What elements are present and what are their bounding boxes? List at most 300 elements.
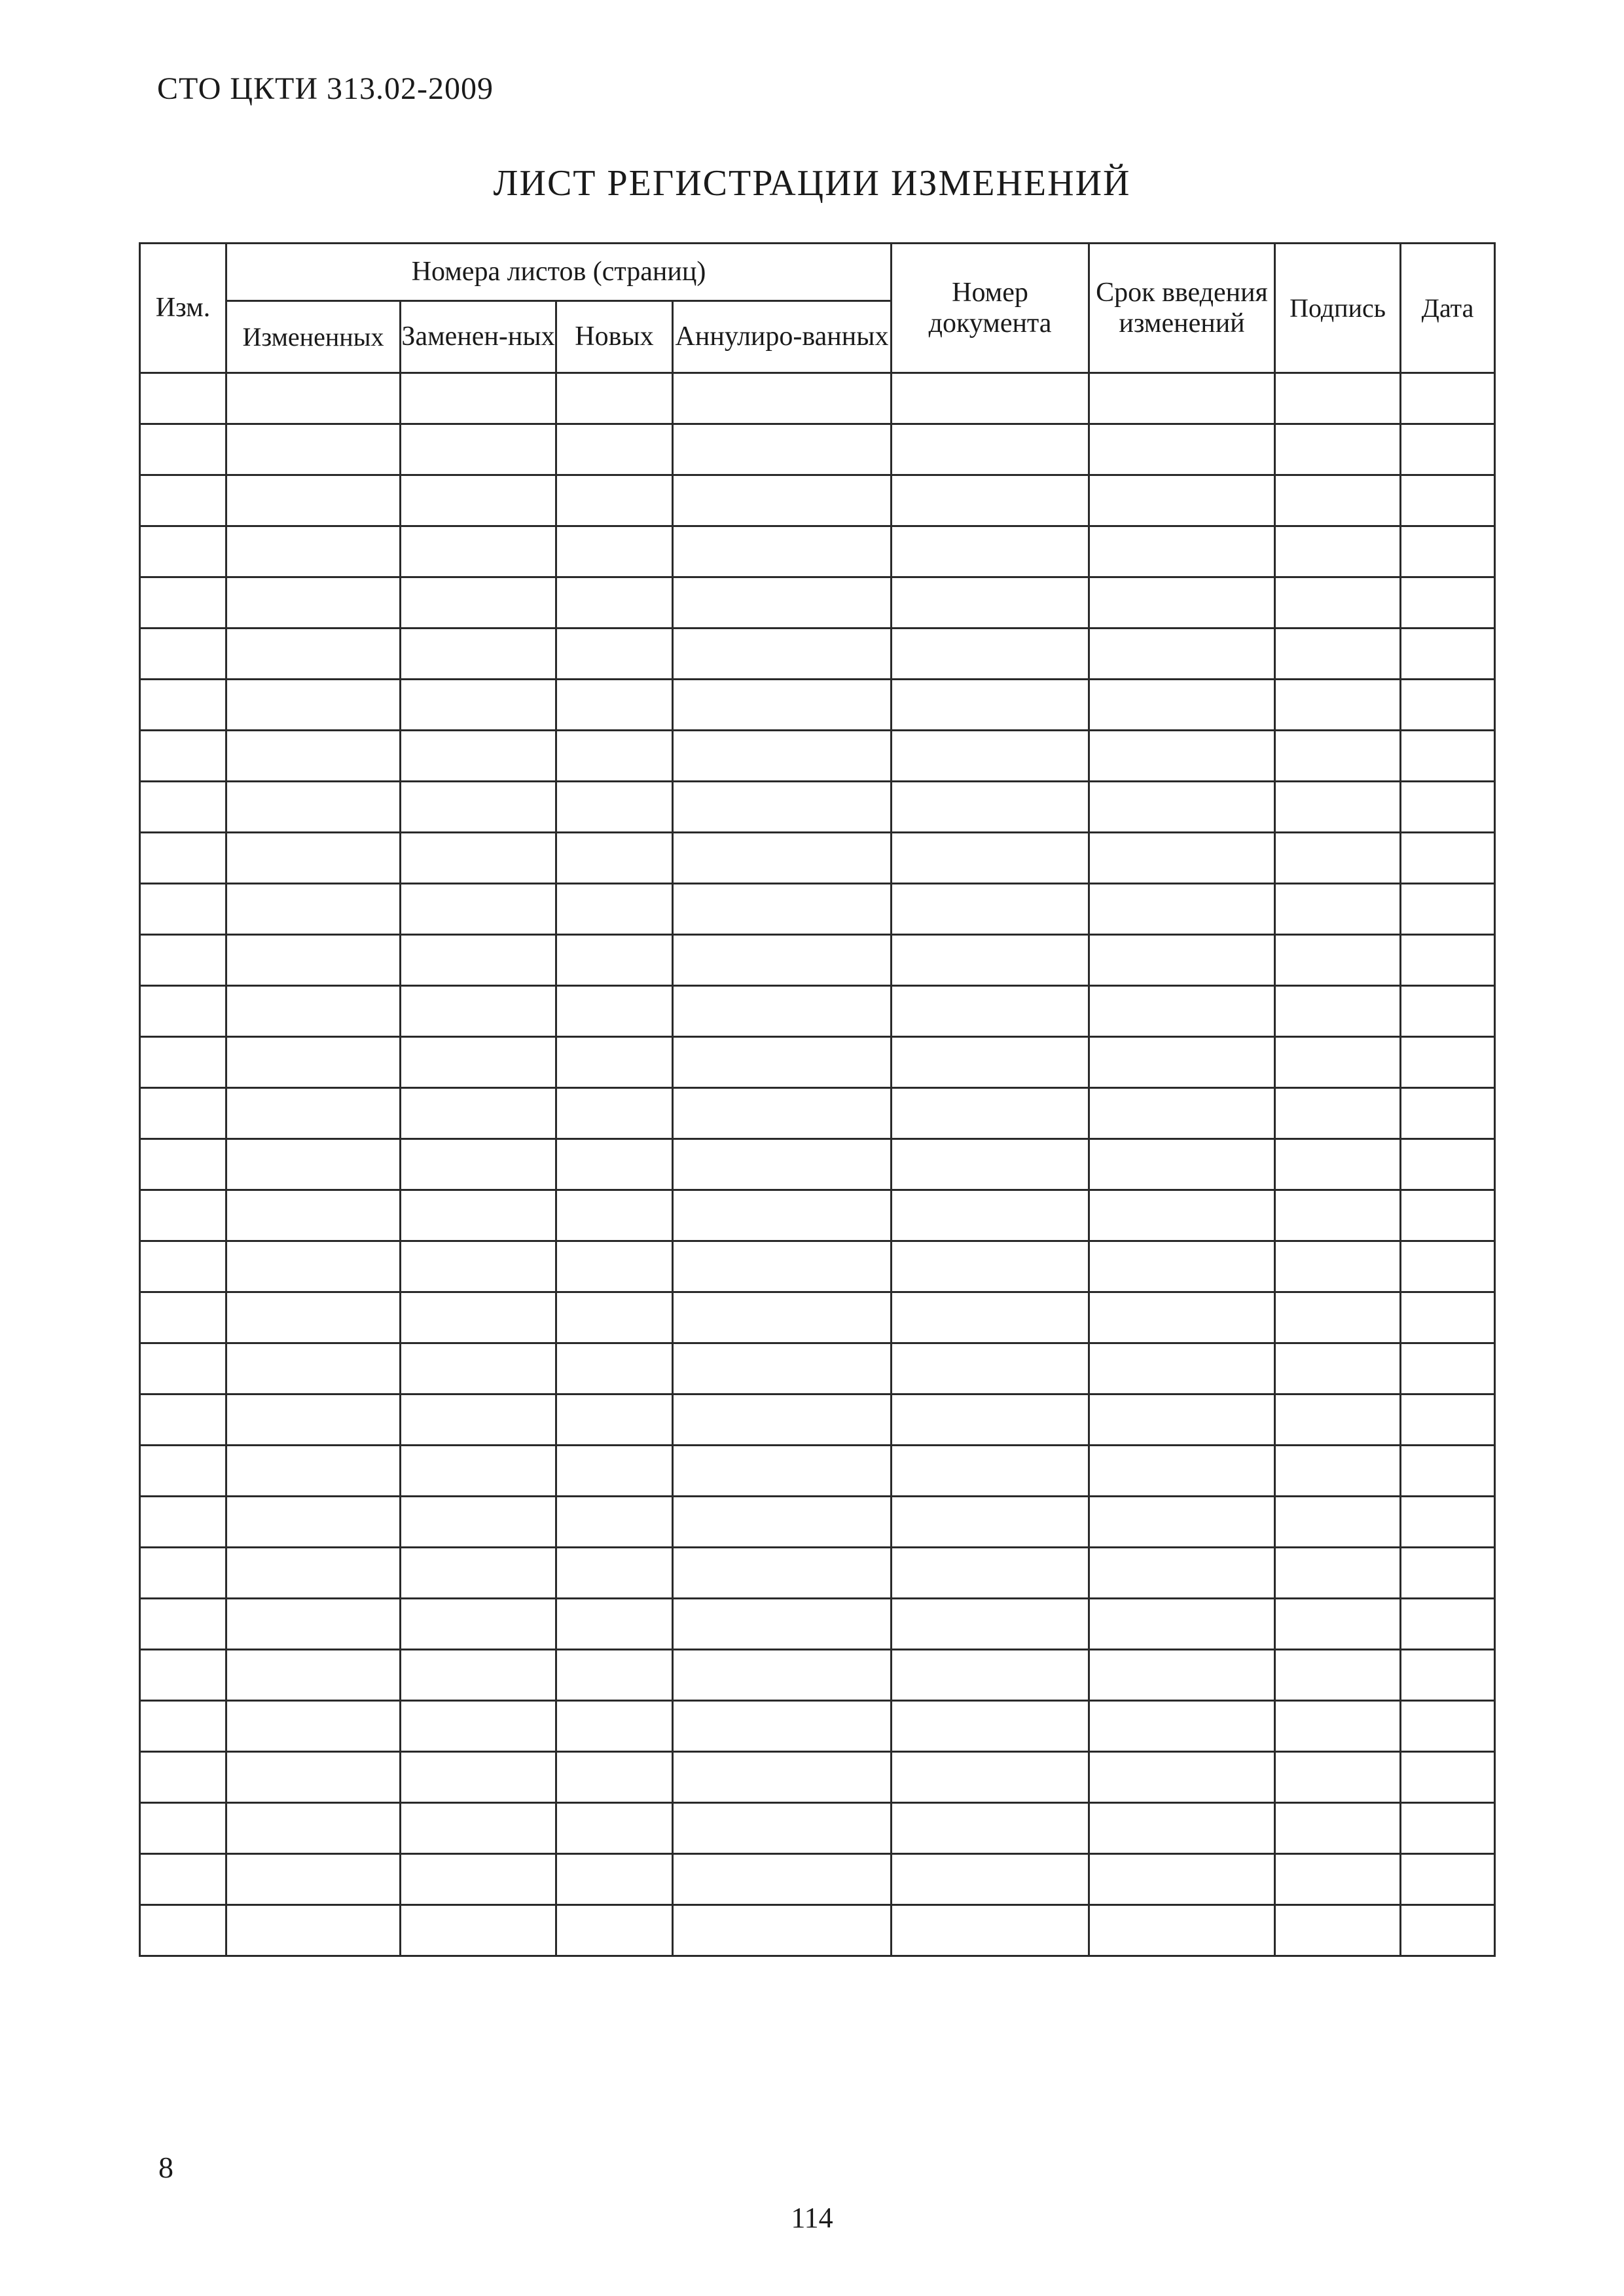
table-row	[140, 1088, 1495, 1139]
cell-doc-number	[892, 1394, 1089, 1446]
cell-signature	[1275, 833, 1401, 884]
cell-changed	[226, 935, 401, 986]
cell-date	[1401, 1190, 1495, 1241]
cell-change	[140, 833, 226, 884]
header-changed-sheets: Измененных	[226, 301, 401, 373]
table-row	[140, 1394, 1495, 1446]
cell-doc-number	[892, 731, 1089, 782]
cell-change	[140, 577, 226, 629]
cell-annulled	[673, 1905, 892, 1956]
cell-annulled	[673, 1854, 892, 1905]
cell-changed	[226, 1599, 401, 1650]
cell-date	[1401, 1548, 1495, 1599]
cell-date	[1401, 373, 1495, 424]
cell-deadline	[1089, 1599, 1275, 1650]
cell-signature	[1275, 475, 1401, 526]
cell-annulled	[673, 1599, 892, 1650]
cell-changed	[226, 1292, 401, 1343]
cell-change	[140, 1497, 226, 1548]
cell-replaced	[401, 1497, 556, 1548]
table-row	[140, 1139, 1495, 1190]
table-row	[140, 884, 1495, 935]
cell-annulled	[673, 1701, 892, 1752]
cell-signature	[1275, 373, 1401, 424]
cell-doc-number	[892, 833, 1089, 884]
header-change-number: Изм.	[140, 244, 226, 373]
cell-doc-number	[892, 1752, 1089, 1803]
cell-new	[556, 1343, 673, 1394]
page-title: ЛИСТ РЕГИСТРАЦИИ ИЗМЕНЕНИЙ	[493, 163, 1131, 204]
cell-doc-number	[892, 577, 1089, 629]
cell-annulled	[673, 1241, 892, 1292]
cell-replaced	[401, 1343, 556, 1394]
cell-deadline	[1089, 1548, 1275, 1599]
cell-doc-number	[892, 1292, 1089, 1343]
cell-replaced	[401, 526, 556, 577]
cell-deadline	[1089, 1394, 1275, 1446]
cell-doc-number	[892, 1037, 1089, 1088]
cell-replaced	[401, 935, 556, 986]
cell-date	[1401, 629, 1495, 680]
cell-doc-number	[892, 1599, 1089, 1650]
cell-changed	[226, 629, 401, 680]
table-row	[140, 731, 1495, 782]
cell-signature	[1275, 1599, 1401, 1650]
cell-doc-number	[892, 782, 1089, 833]
table-row	[140, 1343, 1495, 1394]
cell-date	[1401, 1854, 1495, 1905]
table-row	[140, 986, 1495, 1037]
cell-doc-number	[892, 1803, 1089, 1854]
cell-signature	[1275, 1905, 1401, 1956]
cell-changed	[226, 1037, 401, 1088]
cell-annulled	[673, 1650, 892, 1701]
cell-doc-number	[892, 475, 1089, 526]
cell-new	[556, 1599, 673, 1650]
cell-replaced	[401, 1241, 556, 1292]
cell-new	[556, 1139, 673, 1190]
cell-change	[140, 1241, 226, 1292]
cell-doc-number	[892, 884, 1089, 935]
cell-replaced	[401, 1854, 556, 1905]
table-row	[140, 1292, 1495, 1343]
cell-replaced	[401, 1803, 556, 1854]
cell-change	[140, 1752, 226, 1803]
cell-date	[1401, 526, 1495, 577]
cell-signature	[1275, 1548, 1401, 1599]
cell-change	[140, 1292, 226, 1343]
cell-replaced	[401, 1190, 556, 1241]
cell-change	[140, 731, 226, 782]
cell-new	[556, 1905, 673, 1956]
cell-date	[1401, 833, 1495, 884]
cell-deadline	[1089, 475, 1275, 526]
cell-deadline	[1089, 577, 1275, 629]
cell-deadline	[1089, 1088, 1275, 1139]
cell-changed	[226, 1752, 401, 1803]
cell-doc-number	[892, 373, 1089, 424]
cell-changed	[226, 1343, 401, 1394]
cell-date	[1401, 1292, 1495, 1343]
cell-change	[140, 884, 226, 935]
cell-replaced	[401, 629, 556, 680]
cell-annulled	[673, 1394, 892, 1446]
cell-new	[556, 373, 673, 424]
header-deadline: Срок введения изменений	[1089, 244, 1275, 373]
cell-doc-number	[892, 935, 1089, 986]
table-row	[140, 1446, 1495, 1497]
cell-signature	[1275, 424, 1401, 475]
cell-doc-number	[892, 1446, 1089, 1497]
cell-deadline	[1089, 1446, 1275, 1497]
cell-deadline	[1089, 731, 1275, 782]
table-body	[140, 373, 1495, 1956]
cell-date	[1401, 1394, 1495, 1446]
cell-signature	[1275, 1343, 1401, 1394]
header-replaced-sheets: Заменен-ных	[401, 301, 556, 373]
cell-changed	[226, 782, 401, 833]
cell-changed	[226, 1088, 401, 1139]
cell-change	[140, 782, 226, 833]
cell-date	[1401, 1241, 1495, 1292]
cell-date	[1401, 577, 1495, 629]
cell-new	[556, 935, 673, 986]
table-row	[140, 833, 1495, 884]
cell-replaced	[401, 884, 556, 935]
cell-replaced	[401, 986, 556, 1037]
cell-doc-number	[892, 1497, 1089, 1548]
cell-signature	[1275, 884, 1401, 935]
cell-annulled	[673, 1190, 892, 1241]
cell-change	[140, 1343, 226, 1394]
cell-signature	[1275, 782, 1401, 833]
cell-change	[140, 1905, 226, 1956]
cell-new	[556, 680, 673, 731]
table-row	[140, 1241, 1495, 1292]
cell-replaced	[401, 1088, 556, 1139]
cell-date	[1401, 1139, 1495, 1190]
cell-signature	[1275, 526, 1401, 577]
cell-changed	[226, 526, 401, 577]
table-row	[140, 1497, 1495, 1548]
cell-deadline	[1089, 1292, 1275, 1343]
table-row	[140, 1650, 1495, 1701]
table-row	[140, 629, 1495, 680]
cell-signature	[1275, 1752, 1401, 1803]
cell-annulled	[673, 629, 892, 680]
cell-changed	[226, 577, 401, 629]
cell-change	[140, 1037, 226, 1088]
table-row	[140, 680, 1495, 731]
cell-annulled	[673, 526, 892, 577]
cell-change	[140, 475, 226, 526]
header-sheet-numbers: Номера листов (страниц)	[226, 244, 892, 301]
cell-date	[1401, 1343, 1495, 1394]
cell-new	[556, 1037, 673, 1088]
cell-date	[1401, 1701, 1495, 1752]
header-document-number: Номер документа	[892, 244, 1089, 373]
cell-signature	[1275, 1292, 1401, 1343]
cell-signature	[1275, 935, 1401, 986]
cell-replaced	[401, 1394, 556, 1446]
cell-signature	[1275, 629, 1401, 680]
cell-new	[556, 731, 673, 782]
cell-deadline	[1089, 833, 1275, 884]
cell-new	[556, 1446, 673, 1497]
table-row	[140, 1752, 1495, 1803]
cell-signature	[1275, 577, 1401, 629]
cell-replaced	[401, 1752, 556, 1803]
page-number: 114	[791, 2202, 833, 2234]
cell-new	[556, 424, 673, 475]
cell-changed	[226, 833, 401, 884]
cell-annulled	[673, 833, 892, 884]
cell-deadline	[1089, 935, 1275, 986]
cell-annulled	[673, 577, 892, 629]
cell-annulled	[673, 731, 892, 782]
cell-new	[556, 1088, 673, 1139]
cell-change	[140, 1803, 226, 1854]
cell-deadline	[1089, 680, 1275, 731]
cell-new	[556, 1701, 673, 1752]
cell-replaced	[401, 731, 556, 782]
cell-date	[1401, 1497, 1495, 1548]
cell-annulled	[673, 1548, 892, 1599]
cell-date	[1401, 1905, 1495, 1956]
header-date: Дата	[1401, 244, 1495, 373]
cell-replaced	[401, 424, 556, 475]
cell-deadline	[1089, 1139, 1275, 1190]
cell-new	[556, 526, 673, 577]
cell-replaced	[401, 1701, 556, 1752]
table-row	[140, 1803, 1495, 1854]
cell-changed	[226, 373, 401, 424]
cell-annulled	[673, 1088, 892, 1139]
cell-doc-number	[892, 1343, 1089, 1394]
cell-annulled	[673, 1343, 892, 1394]
section-page-number: 8	[158, 2151, 173, 2184]
cell-change	[140, 1650, 226, 1701]
cell-changed	[226, 731, 401, 782]
cell-new	[556, 782, 673, 833]
cell-signature	[1275, 1088, 1401, 1139]
cell-signature	[1275, 1190, 1401, 1241]
cell-change	[140, 680, 226, 731]
cell-date	[1401, 1752, 1495, 1803]
cell-annulled	[673, 1803, 892, 1854]
cell-change	[140, 1701, 226, 1752]
cell-change	[140, 629, 226, 680]
cell-signature	[1275, 1701, 1401, 1752]
cell-date	[1401, 935, 1495, 986]
table-row	[140, 577, 1495, 629]
cell-changed	[226, 1548, 401, 1599]
cell-change	[140, 1446, 226, 1497]
cell-annulled	[673, 1037, 892, 1088]
cell-date	[1401, 782, 1495, 833]
cell-date	[1401, 1037, 1495, 1088]
cell-new	[556, 1190, 673, 1241]
cell-signature	[1275, 1241, 1401, 1292]
cell-annulled	[673, 424, 892, 475]
cell-date	[1401, 1088, 1495, 1139]
cell-date	[1401, 475, 1495, 526]
cell-signature	[1275, 986, 1401, 1037]
cell-deadline	[1089, 1190, 1275, 1241]
cell-changed	[226, 1394, 401, 1446]
cell-doc-number	[892, 1241, 1089, 1292]
cell-date	[1401, 1803, 1495, 1854]
cell-doc-number	[892, 424, 1089, 475]
cell-annulled	[673, 373, 892, 424]
cell-date	[1401, 986, 1495, 1037]
table-row	[140, 1905, 1495, 1956]
cell-change	[140, 1190, 226, 1241]
cell-new	[556, 986, 673, 1037]
cell-change	[140, 424, 226, 475]
cell-date	[1401, 1599, 1495, 1650]
cell-new	[556, 1854, 673, 1905]
cell-deadline	[1089, 1854, 1275, 1905]
cell-change	[140, 935, 226, 986]
cell-replaced	[401, 1292, 556, 1343]
cell-annulled	[673, 935, 892, 986]
header-new-sheets: Новых	[556, 301, 673, 373]
table-row	[140, 373, 1495, 424]
cell-doc-number	[892, 1139, 1089, 1190]
document-code: СТО ЦКТИ 313.02-2009	[157, 71, 494, 106]
cell-change	[140, 1088, 226, 1139]
cell-annulled	[673, 986, 892, 1037]
cell-deadline	[1089, 1650, 1275, 1701]
table-row	[140, 1037, 1495, 1088]
cell-replaced	[401, 1139, 556, 1190]
cell-date	[1401, 680, 1495, 731]
cell-doc-number	[892, 1905, 1089, 1956]
cell-signature	[1275, 1650, 1401, 1701]
cell-replaced	[401, 680, 556, 731]
cell-signature	[1275, 1037, 1401, 1088]
cell-doc-number	[892, 1854, 1089, 1905]
cell-annulled	[673, 782, 892, 833]
cell-changed	[226, 1241, 401, 1292]
cell-new	[556, 1394, 673, 1446]
cell-new	[556, 629, 673, 680]
cell-annulled	[673, 1139, 892, 1190]
cell-signature	[1275, 1497, 1401, 1548]
cell-deadline	[1089, 1752, 1275, 1803]
cell-doc-number	[892, 526, 1089, 577]
cell-annulled	[673, 475, 892, 526]
table-row	[140, 1854, 1495, 1905]
cell-doc-number	[892, 1088, 1089, 1139]
cell-deadline	[1089, 629, 1275, 680]
cell-signature	[1275, 680, 1401, 731]
cell-annulled	[673, 1292, 892, 1343]
cell-changed	[226, 1905, 401, 1956]
cell-doc-number	[892, 680, 1089, 731]
cell-changed	[226, 884, 401, 935]
cell-change	[140, 1599, 226, 1650]
cell-replaced	[401, 1037, 556, 1088]
cell-changed	[226, 1497, 401, 1548]
table-row	[140, 526, 1495, 577]
cell-replaced	[401, 373, 556, 424]
cell-deadline	[1089, 1701, 1275, 1752]
table-row	[140, 424, 1495, 475]
cell-changed	[226, 986, 401, 1037]
table-row	[140, 935, 1495, 986]
cell-replaced	[401, 1446, 556, 1497]
cell-annulled	[673, 1446, 892, 1497]
cell-doc-number	[892, 1548, 1089, 1599]
cell-deadline	[1089, 1343, 1275, 1394]
cell-deadline	[1089, 1803, 1275, 1854]
cell-deadline	[1089, 1037, 1275, 1088]
cell-date	[1401, 884, 1495, 935]
cell-date	[1401, 731, 1495, 782]
cell-signature	[1275, 1446, 1401, 1497]
cell-annulled	[673, 680, 892, 731]
cell-changed	[226, 1139, 401, 1190]
cell-replaced	[401, 1650, 556, 1701]
cell-new	[556, 833, 673, 884]
cell-deadline	[1089, 424, 1275, 475]
cell-deadline	[1089, 526, 1275, 577]
cell-new	[556, 1497, 673, 1548]
cell-signature	[1275, 1394, 1401, 1446]
cell-doc-number	[892, 1190, 1089, 1241]
cell-doc-number	[892, 986, 1089, 1037]
cell-replaced	[401, 833, 556, 884]
cell-signature	[1275, 1854, 1401, 1905]
cell-change	[140, 1854, 226, 1905]
cell-changed	[226, 1701, 401, 1752]
table-row	[140, 1599, 1495, 1650]
cell-new	[556, 1752, 673, 1803]
cell-new	[556, 1241, 673, 1292]
cell-change	[140, 373, 226, 424]
cell-replaced	[401, 577, 556, 629]
cell-doc-number	[892, 1650, 1089, 1701]
cell-deadline	[1089, 1241, 1275, 1292]
cell-changed	[226, 1854, 401, 1905]
cell-doc-number	[892, 629, 1089, 680]
cell-deadline	[1089, 373, 1275, 424]
cell-signature	[1275, 1803, 1401, 1854]
cell-date	[1401, 424, 1495, 475]
cell-new	[556, 475, 673, 526]
cell-doc-number	[892, 1701, 1089, 1752]
cell-new	[556, 1548, 673, 1599]
table-row	[140, 1190, 1495, 1241]
cell-new	[556, 884, 673, 935]
table-row	[140, 782, 1495, 833]
cell-new	[556, 1803, 673, 1854]
cell-date	[1401, 1446, 1495, 1497]
cell-change	[140, 1394, 226, 1446]
cell-changed	[226, 1446, 401, 1497]
table-row	[140, 475, 1495, 526]
table-row	[140, 1548, 1495, 1599]
header-annulled-sheets: Аннулиро-ванных	[673, 301, 892, 373]
cell-change	[140, 1548, 226, 1599]
cell-change	[140, 986, 226, 1037]
cell-date	[1401, 1650, 1495, 1701]
cell-deadline	[1089, 1905, 1275, 1956]
cell-replaced	[401, 782, 556, 833]
header-signature: Подпись	[1275, 244, 1401, 373]
